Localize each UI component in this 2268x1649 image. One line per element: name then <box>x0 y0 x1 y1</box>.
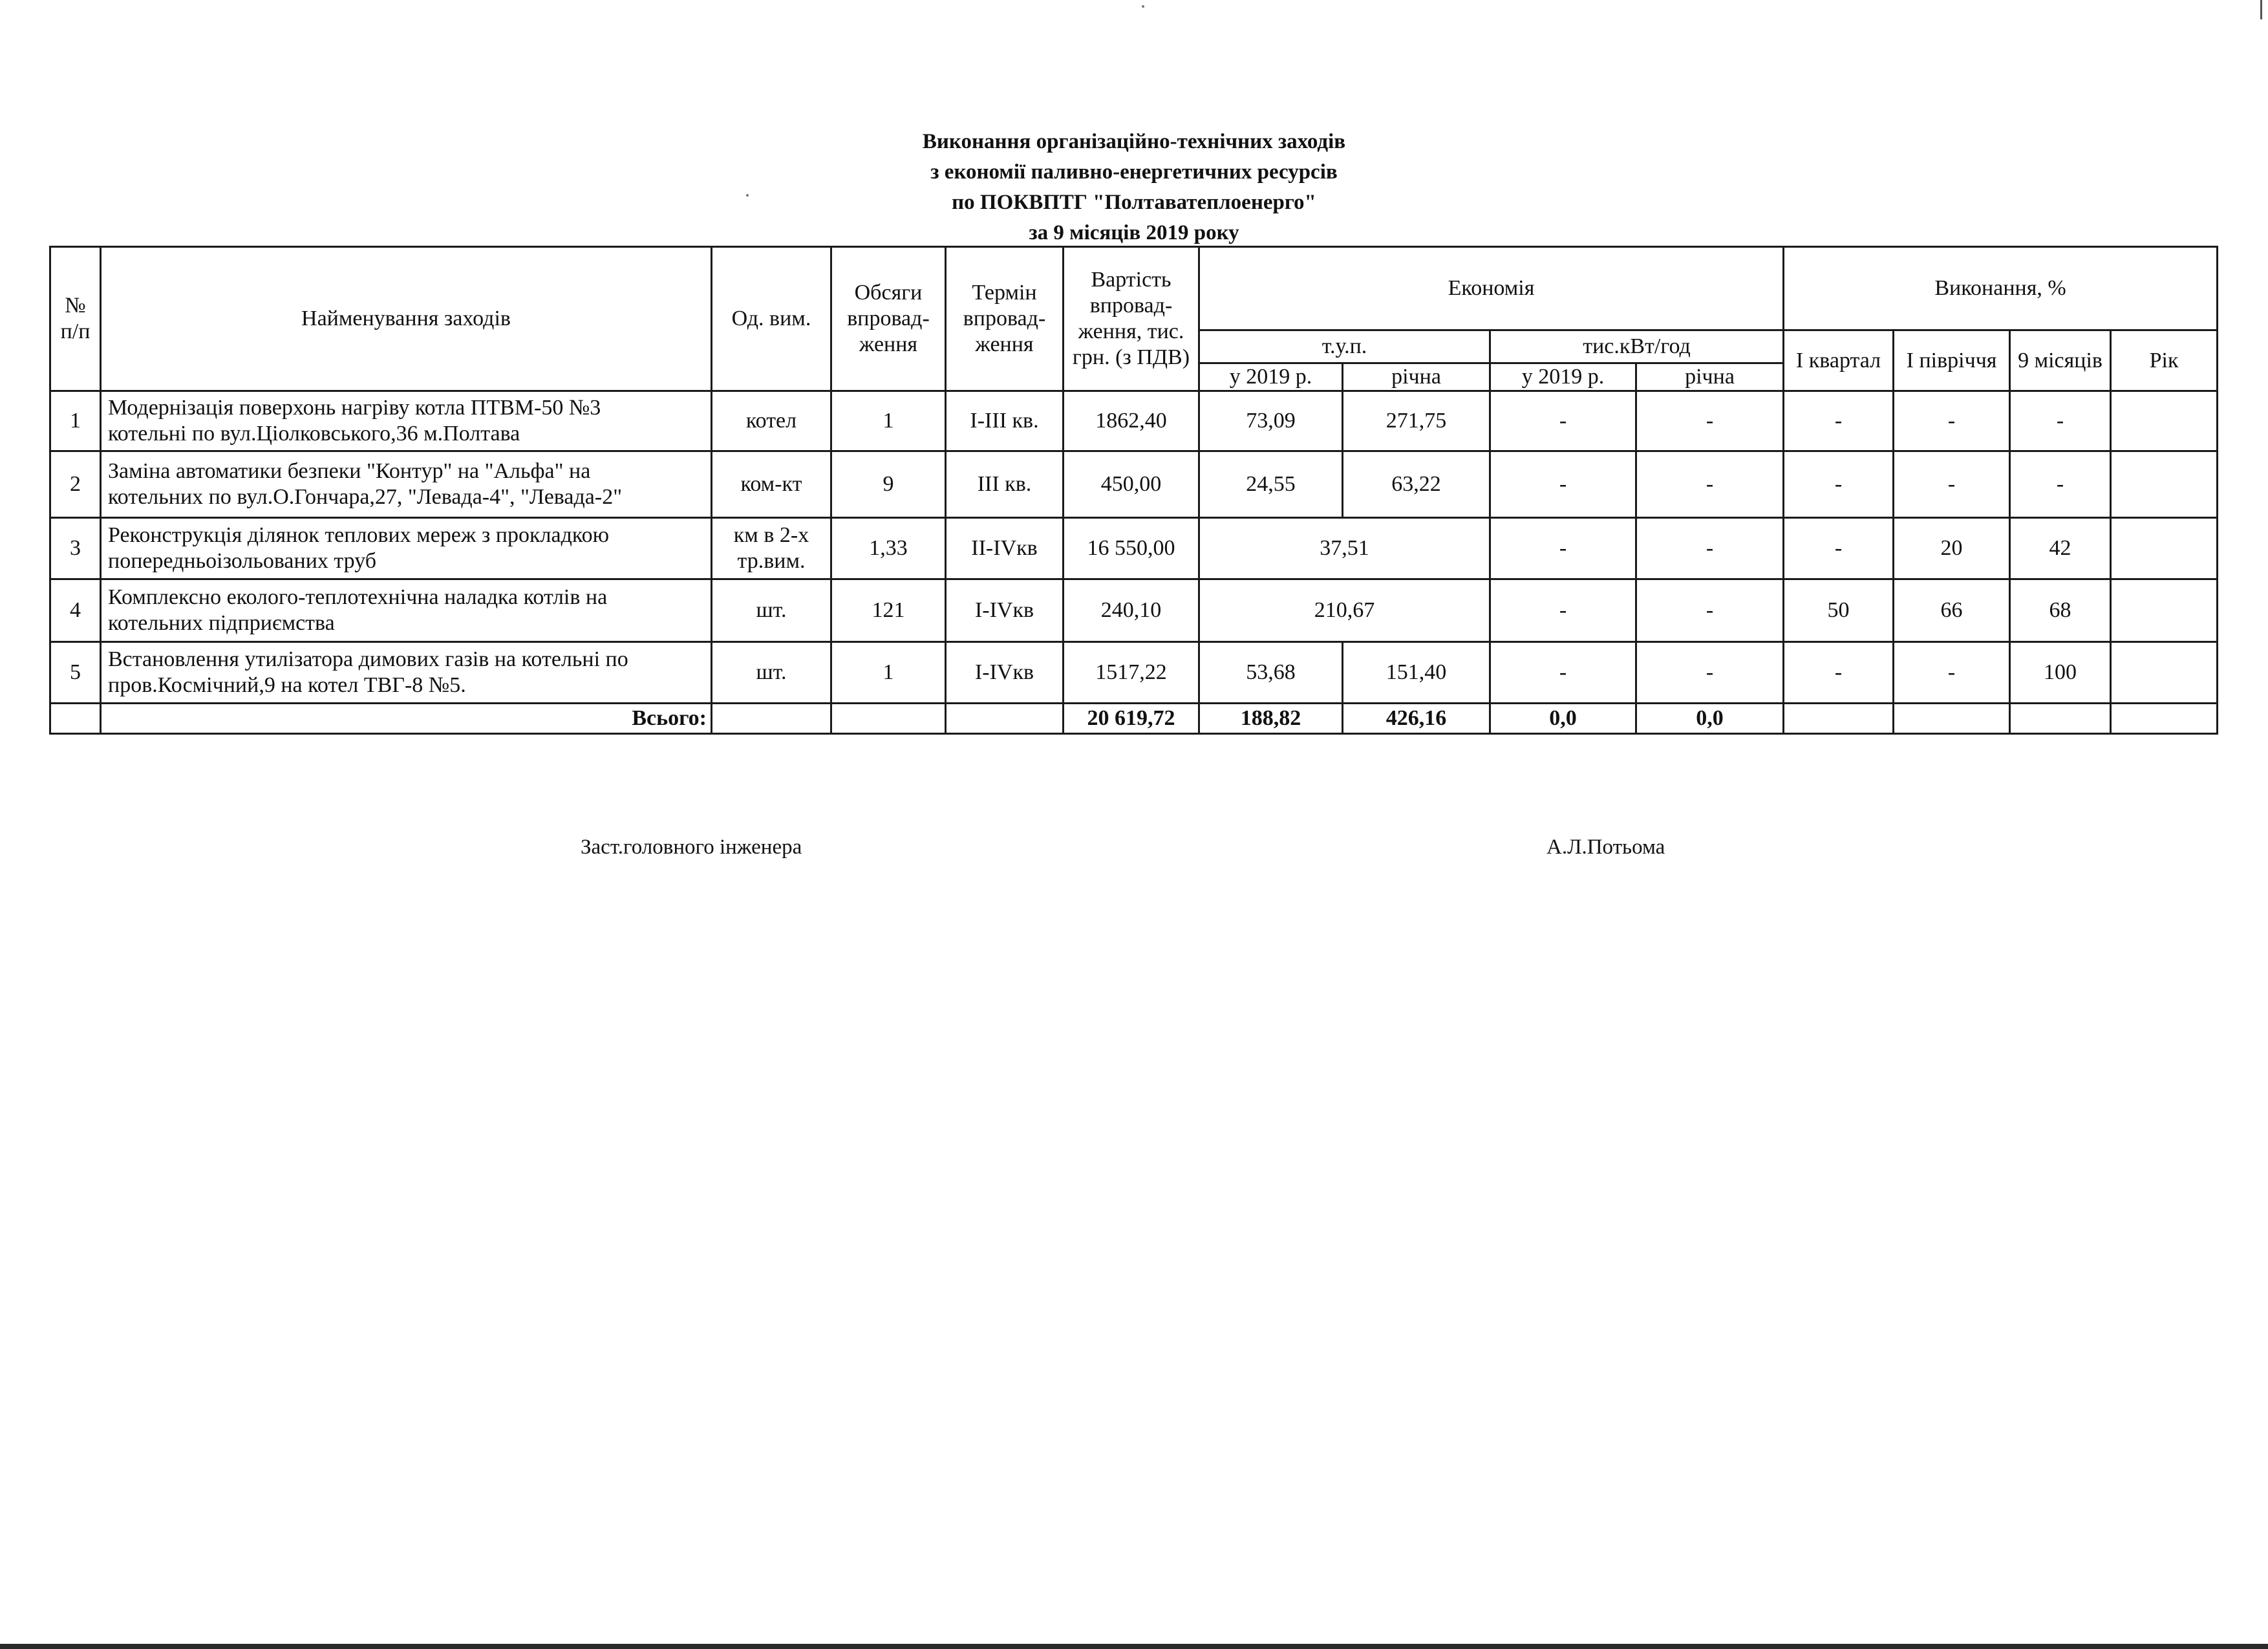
row-year <box>2111 518 2218 579</box>
row-kwh-2019: - <box>1490 391 1636 451</box>
row-9-months: 100 <box>2010 642 2111 704</box>
row-q1: - <box>1784 451 1894 518</box>
measures-table <box>49 246 2218 735</box>
row-num: 5 <box>50 642 101 704</box>
signatory-name: А.Л.Потьома <box>1546 835 1665 859</box>
row-unit: шт. <box>712 579 831 642</box>
row-tup-annual: 151,40 <box>1343 642 1490 704</box>
table-row <box>50 451 2218 518</box>
row-cost: 450,00 <box>1064 451 1199 518</box>
header-num: № п/п <box>50 247 101 391</box>
title-line-4: за 9 місяців 2019 року <box>1029 221 1239 244</box>
total-row <box>50 704 2218 734</box>
row-name-line: Встановлення утилізатора димових газів на котельні по <box>108 647 628 671</box>
row-kwh-annual: - <box>1636 391 1784 451</box>
row-year <box>2111 642 2218 704</box>
table-row <box>50 642 2218 704</box>
row-year <box>2111 579 2218 642</box>
row-name-line: пров.Космічний,9 на котел ТВГ-8 №5. <box>108 673 466 697</box>
row-tup-2019: 73,09 <box>1199 391 1343 451</box>
row-tup-2019: 53,68 <box>1199 642 1343 704</box>
total-empty-cell <box>2111 704 2218 734</box>
row-q1: - <box>1784 642 1894 704</box>
header-kwh: тис.кВт/год <box>1490 330 1784 363</box>
scan-bottom-edge <box>0 1644 2268 1649</box>
row-h1: - <box>1894 451 2010 518</box>
row-tup-annual: 63,22 <box>1343 451 1490 518</box>
header-unit: Од. вим. <box>712 247 831 391</box>
scan-speck <box>1142 5 1144 8</box>
row-num: 4 <box>50 579 101 642</box>
row-9-months: 42 <box>2010 518 2111 579</box>
row-9-months: - <box>2010 391 2111 451</box>
row-volume: 1,33 <box>831 518 946 579</box>
row-9-months: 68 <box>2010 579 2111 642</box>
header-term: Термін впровад-ження <box>946 247 1064 391</box>
table-row <box>50 518 2218 579</box>
row-q1: - <box>1784 518 1894 579</box>
total-empty-cell <box>1894 704 2010 734</box>
row-volume: 9 <box>831 451 946 518</box>
total-empty-cell <box>2010 704 2111 734</box>
document-title <box>0 127 2268 248</box>
row-tup-merged: 210,67 <box>1199 579 1490 642</box>
row-unit: шт. <box>712 642 831 704</box>
row-term: ІІ-ІVкв <box>946 518 1064 579</box>
row-kwh-2019: - <box>1490 579 1636 642</box>
header-year: Рік <box>2111 330 2218 391</box>
header-name: Найменування заходів <box>101 247 712 391</box>
row-cost: 16 550,00 <box>1064 518 1199 579</box>
total-label: Всього: <box>101 704 712 734</box>
row-term: ІІІ кв. <box>946 451 1064 518</box>
row-volume: 1 <box>831 642 946 704</box>
row-name <box>101 642 712 704</box>
title-line-2: з економії паливно-енергетичних ресурсів <box>930 160 1338 184</box>
header-9-months: 9 місяців <box>2010 330 2111 391</box>
row-name <box>101 579 712 642</box>
row-name-line: Реконструкція ділянок теплових мереж з прокладкою <box>108 523 610 547</box>
header-kwh-2019: у 2019 р. <box>1490 363 1636 391</box>
title-line-3: по ПОКВПТГ "Полтаватеплоенерго" <box>952 191 1316 214</box>
row-name-line: Заміна автоматики безпеки "Контур" на "Альфа" на <box>108 459 591 483</box>
row-term: І-ІVкв <box>946 579 1064 642</box>
row-q1: - <box>1784 391 1894 451</box>
row-h1: 66 <box>1894 579 2010 642</box>
row-9-months: - <box>2010 451 2111 518</box>
row-name-line: котельних по вул.О.Гончара,27, "Левада-4", "Левада-2" <box>108 485 623 509</box>
row-num: 1 <box>50 391 101 451</box>
row-term: І-ІІІ кв. <box>946 391 1064 451</box>
row-unit-line: тр.вим. <box>737 549 806 573</box>
row-kwh-annual: - <box>1636 642 1784 704</box>
header-tup: т.у.п. <box>1199 330 1490 363</box>
row-h1: 20 <box>1894 518 2010 579</box>
total-empty-cell <box>946 704 1064 734</box>
row-cost: 1517,22 <box>1064 642 1199 704</box>
title-line-1: Виконання організаційно-технічних заходів <box>922 130 1346 153</box>
row-unit <box>712 518 831 579</box>
header-tup-2019: у 2019 р. <box>1199 363 1343 391</box>
row-tup-2019: 24,55 <box>1199 451 1343 518</box>
row-name <box>101 451 712 518</box>
row-tup-annual: 271,75 <box>1343 391 1490 451</box>
row-kwh-2019: - <box>1490 642 1636 704</box>
row-name <box>101 391 712 451</box>
header-cost: Вартість впровад-ження, тис. грн. (з ПДВ) <box>1064 247 1199 391</box>
row-year <box>2111 391 2218 451</box>
row-num: 3 <box>50 518 101 579</box>
header-h1: І півріччя <box>1894 330 2010 391</box>
row-cost: 1862,40 <box>1064 391 1199 451</box>
total-cost: 20 619,72 <box>1064 704 1199 734</box>
row-name-line: Комплексно еколого-теплотехнічна наладка котлів на <box>108 585 608 609</box>
table-row <box>50 579 2218 642</box>
row-h1: - <box>1894 391 2010 451</box>
row-kwh-annual: - <box>1636 518 1784 579</box>
header-row-1 <box>50 247 2218 330</box>
total-tup-2019: 188,82 <box>1199 704 1343 734</box>
header-economy: Економія <box>1199 247 1784 330</box>
row-unit: ком-кт <box>712 451 831 518</box>
header-volume: Обсяги впровад-ження <box>831 247 946 391</box>
row-unit: котел <box>712 391 831 451</box>
total-empty-cell <box>831 704 946 734</box>
row-volume: 121 <box>831 579 946 642</box>
row-name <box>101 518 712 579</box>
total-kwh-annual: 0,0 <box>1636 704 1784 734</box>
header-kwh-annual: річна <box>1636 363 1784 391</box>
table-row <box>50 391 2218 451</box>
row-kwh-2019: - <box>1490 451 1636 518</box>
row-cost: 240,10 <box>1064 579 1199 642</box>
row-tup-merged: 37,51 <box>1199 518 1490 579</box>
row-term: І-ІVкв <box>946 642 1064 704</box>
row-name-line: котельних підприємства <box>108 611 335 635</box>
total-empty-cell <box>712 704 831 734</box>
row-kwh-annual: - <box>1636 451 1784 518</box>
total-empty-cell <box>50 704 101 734</box>
row-h1: - <box>1894 642 2010 704</box>
total-tup-annual: 426,16 <box>1343 704 1490 734</box>
total-kwh-2019: 0,0 <box>1490 704 1636 734</box>
total-empty-cell <box>1784 704 1894 734</box>
row-volume: 1 <box>831 391 946 451</box>
header-tup-annual: річна <box>1343 363 1490 391</box>
row-num: 2 <box>50 451 101 518</box>
row-year <box>2111 451 2218 518</box>
row-name-line: котельні по вул.Ціолковського,36 м.Полтава <box>108 422 520 446</box>
row-kwh-2019: - <box>1490 518 1636 579</box>
row-name-line: Модернізація поверхонь нагріву котла ПТВМ-50 №3 <box>108 396 601 420</box>
scan-edge-mark <box>2260 0 2262 19</box>
row-unit-line: км в 2-х <box>733 523 809 547</box>
row-q1: 50 <box>1784 579 1894 642</box>
header-q1: І квартал <box>1784 330 1894 391</box>
signatory-role: Заст.головного інженера <box>581 835 802 859</box>
row-kwh-annual: - <box>1636 579 1784 642</box>
header-execution: Виконання, % <box>1784 247 2218 330</box>
row-name-line: попередньоізольованих труб <box>108 549 377 573</box>
